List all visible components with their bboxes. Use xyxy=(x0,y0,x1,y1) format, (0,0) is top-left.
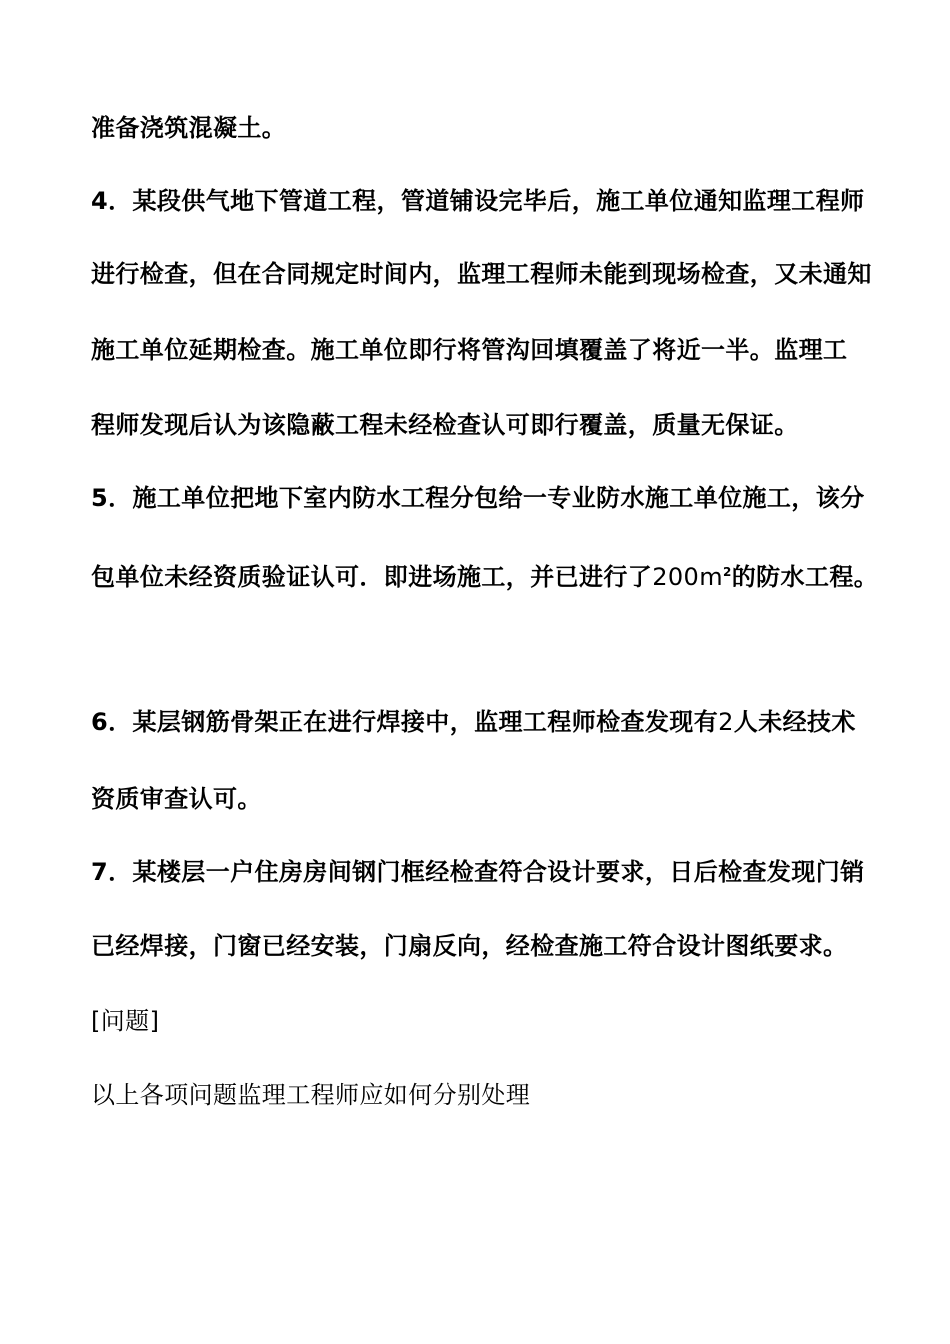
section-heading: [问题] xyxy=(91,1007,160,1035)
text-line-8-part-a: 6．某层钢筋骨架正在进行焊接中，监理工程师检查发现有 xyxy=(91,708,719,736)
text-line-9: 资质审查认可。 xyxy=(91,785,262,813)
area-superscript: 2 xyxy=(723,565,732,579)
person-count: 2 xyxy=(718,708,734,736)
text-line-5: 程师发现后认为该隐蔽工程未经检查认可即行覆盖，质量无保证。 xyxy=(91,411,799,439)
text-line-7-part-a: 包单位未经资质验证认可．即进场施工，并已进行了 xyxy=(91,563,653,591)
area-value: 200m xyxy=(652,563,723,591)
text-line-1: 准备浇筑混凝土。 xyxy=(91,114,287,142)
text-line-10: 7．某楼层一户住房房间钢门框经检查符合设计要求，日后检查发现门销 xyxy=(91,858,865,886)
question-text: 以上各项问题监理工程师应如何分别处理 xyxy=(91,1081,531,1109)
text-line-6: 5．施工单位把地下室内防水工程分包给一专业防水施工单位施工，该分 xyxy=(91,484,865,512)
text-line-7 xyxy=(91,562,891,592)
text-line-7-part-b: 的防水工程。 xyxy=(731,563,879,591)
text-line-8-part-b: 人未经技术 xyxy=(733,708,856,736)
text-line-8 xyxy=(91,707,891,737)
text-line-11: 已经焊接，门窗已经安装，门扇反向，经检查施工符合设计图纸要求。 xyxy=(91,932,848,960)
text-line-4: 施工单位延期检查。施工单位即行将管沟回填覆盖了将近一半。监理工 xyxy=(91,336,848,364)
text-line-2: 4．某段供气地下管道工程，管道铺设完毕后，施工单位通知监理工程师 xyxy=(91,187,865,215)
text-line-3: 进行检查，但在合同规定时间内，监理工程师未能到现场检查，又未通知 xyxy=(91,260,872,288)
